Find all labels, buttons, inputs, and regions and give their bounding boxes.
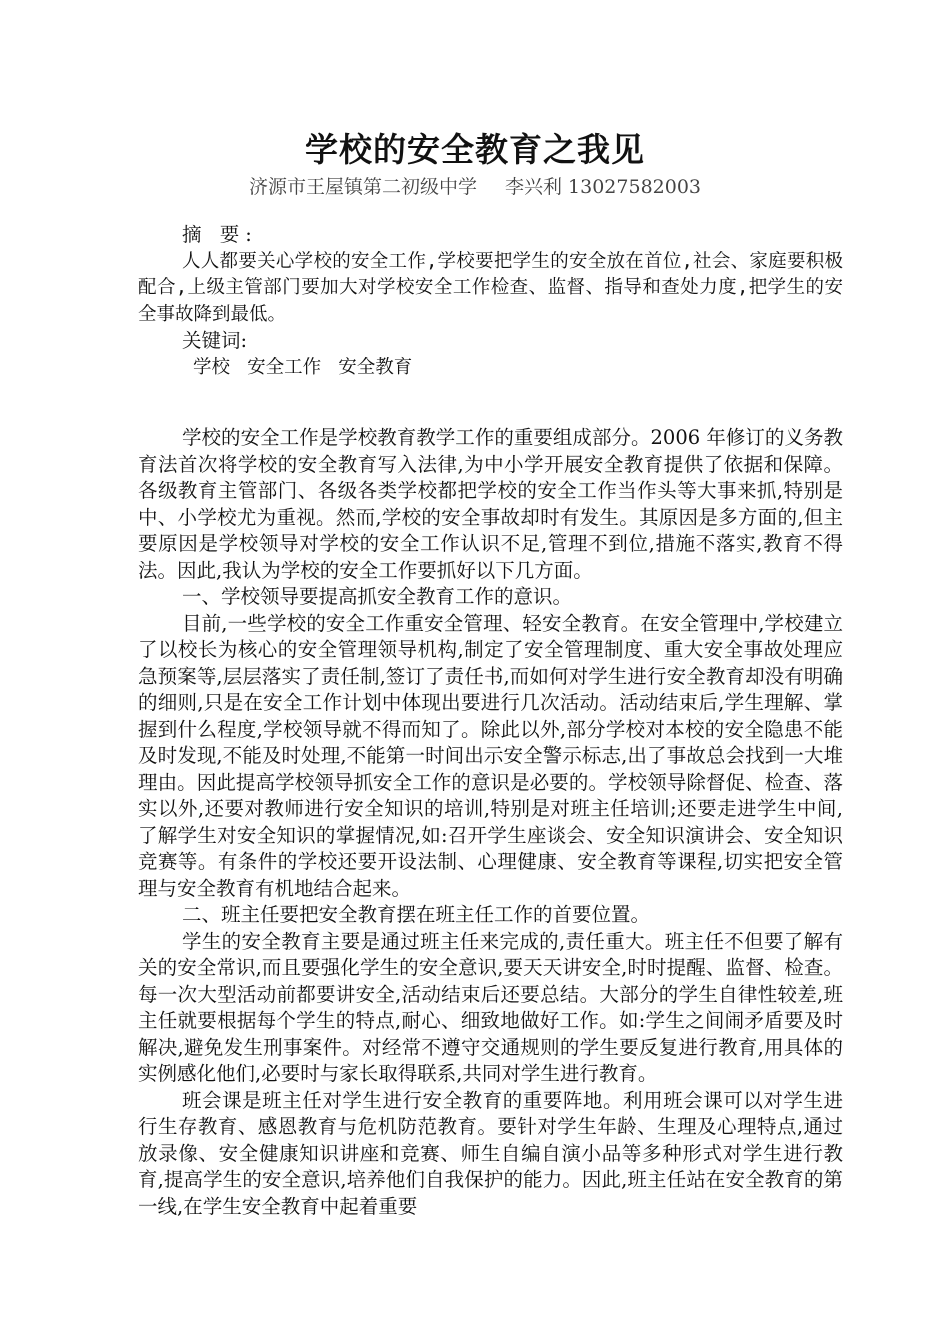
document-body xyxy=(138,222,843,1220)
abstract-label: 摘 要: xyxy=(182,223,258,246)
author-byline xyxy=(0,174,950,200)
document-title: 学校的安全教育之我见 xyxy=(305,130,645,169)
body-paragraph-intro: 学校的安全工作是学校教育教学工作的重要组成部分。2006 年修订的义务教育法首次将学校的安全教育写入法律,为中小学开展安全教育提供了依据和保障。各级教育主管部门、各级各类学校都把学校的安全工作当作头等大事来抓,特别是中、小学校尤为重视。然而,学校的安全事故却时有发生。其原因是多方面的,但主要原因是学校领导对学校的安全工作认识不足,管理不到位,措施不落实,教育不得法。因此,我认为学校的安全工作要抓好以下几方面。 xyxy=(138,426,843,582)
body-paragraph-section-1: 目前,一些学校的安全工作重安全管理、轻安全教育。在安全管理中,学校建立了以校长为核心的安全管理领导机构,制定了安全管理制度、重大安全事故处理应急预案等,层层落实了责任制,签订了责任书,而如何对学生进行安全教育却没有明确的细则,只是在安全工作计划中体现出要进行几次活动。活动结束后,学生理解、掌握到什么程度,学校领导就不得而知了。除此以外,部分学校对本校的安全隐患不能及时发现,不能及时处理,不能第一时间出示安全警示标志,出了事故总会找到一大堆理由。因此提高学校领导抓安全工作的意识是必要的。学校领导除督促、检查、落实以外,还要对教师进行安全知识的培训,特别是对班主任培训;还要走进学生中间,了解学生对安全知识的掌握情况,如:召开学生座谈会、安全知识演讲会、安全知识竞赛等。有条件的学校还要开设法制、心理健康、安全教育等课程,切实把安全管理与安全教育有机地结合起来。 xyxy=(138,611,843,900)
author-name-phone: 李兴利 13027582003 xyxy=(505,176,702,198)
keywords-label: 关键词: xyxy=(182,329,248,352)
body-paragraph-section-2a: 学生的安全教育主要是通过班主任来完成的,责任重大。班主任不但要了解有关的安全常识,而且要强化学生的安全意识,要天天讲安全,时时提醒、监督、检查。每一次大型活动前都要讲安全,活动结束后还要总结。大部分的学生自律性较差,班主任就要根据每个学生的特点,耐心、细致地做好工作。如:学生之间闹矛盾要及时解决,避免发生刑事案件。对经常不遵守交通规则的学生要反复进行教育,用具体的实例感化他们,必要时与家长取得联系,共同对学生进行教育。 xyxy=(138,929,843,1085)
section-heading-2: 二、班主任要把安全教育摆在班主任工作的首要位置。 xyxy=(182,903,651,926)
keywords-text: 学校 安全工作 安全教育 xyxy=(193,356,413,378)
school-name: 济源市王屋镇第二初级中学 xyxy=(248,176,477,198)
body-paragraph-section-2b: 班会课是班主任对学生进行安全教育的重要阵地。利用班会课可以对学生进行生存教育、感恩教育与危机防范教育。要针对学生年龄、生理及心理特点,通过放录像、安全健康知识讲座和竞赛、师生自编自演小品等多种形式对学生进行教育,提高学生的安全意识,培养他们自我保护的能力。因此,班主任站在安全教育的第一线,在学生安全教育中起着重要 xyxy=(138,1088,843,1218)
abstract-text: 人人都要关心学校的安全工作,学校要把学生的安全放在首位,社会、家庭要积极配合,上级主管部门要加大对学校安全工作检查、监督、指导和查处力度,把学生的安全事故降到最低。 xyxy=(138,250,843,325)
section-heading-1: 一、学校领导要提高抓安全教育工作的意识。 xyxy=(182,585,573,608)
section-gap xyxy=(138,381,843,425)
